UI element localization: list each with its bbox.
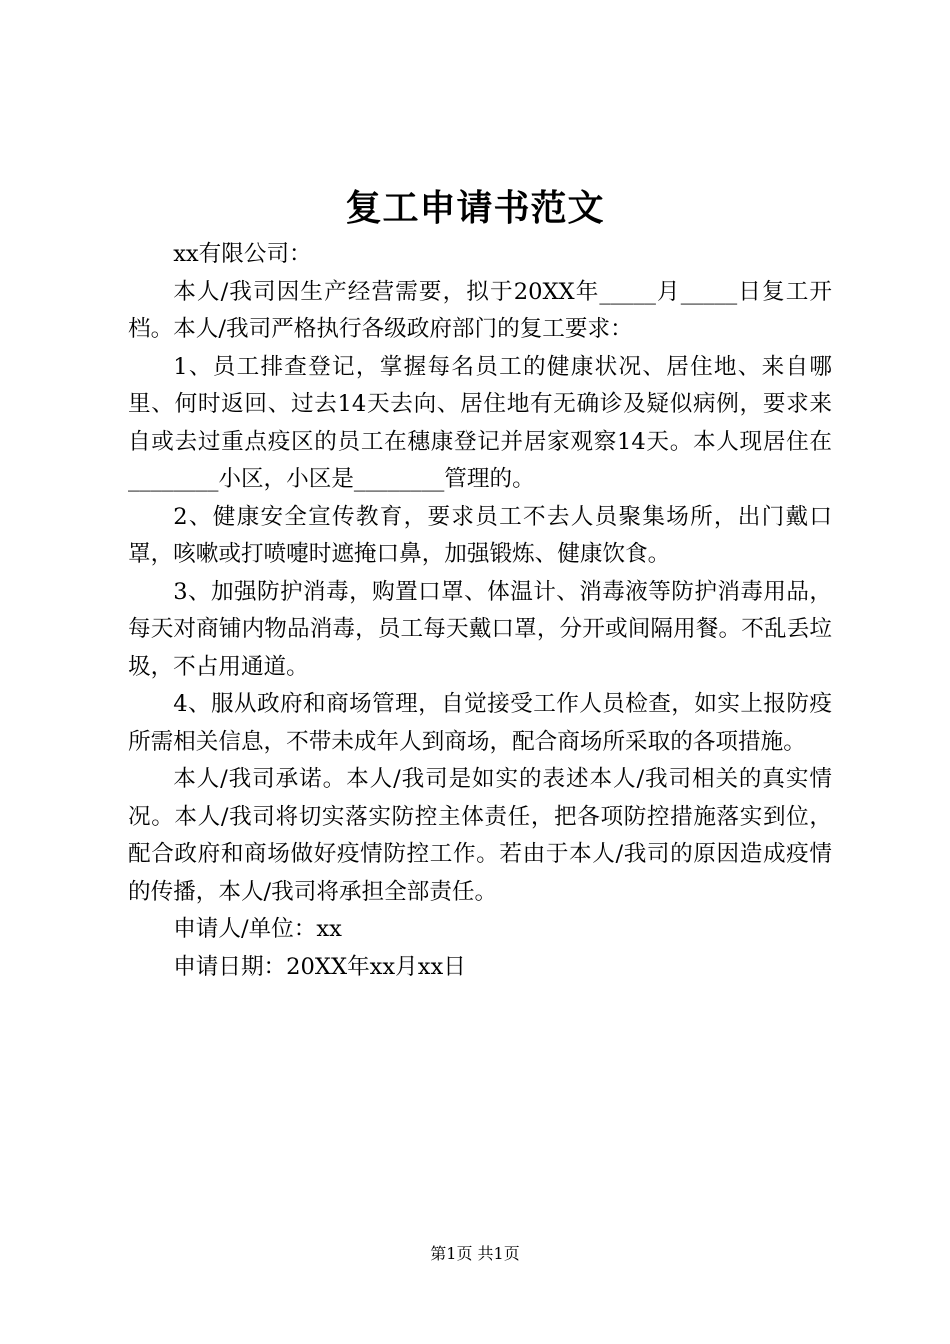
document-body xyxy=(128,236,832,986)
commitment-paragraph: 本人/我司承诺。本人/我司是如实的表述本人/我司相关的真实情况。本人/我司将切实落实防控主体责任，把各项防控措施落实到位，配合政府和商场做好疫情防控工作。若由于本人/我司的原因造成疫情的传播，本人/我司将承担全部责任。 xyxy=(128,766,832,905)
document-title: 复工申请书范文 xyxy=(345,187,605,229)
item-4-paragraph: 4、服从政府和商场管理，自觉接受工作人员检查，如实上报防疫所需相关信息，不带未成年人到商场，配合商场所采取的各项措施。 xyxy=(128,691,832,755)
application-date-line: 申请日期：20XX年xx月xx日 xyxy=(173,953,466,980)
intro-paragraph: 本人/我司因生产经营需要，拟于20XX年_____月_____日复工开档。本人/我司严格执行各级政府部门的复工要求： xyxy=(128,278,832,342)
page-footer: 第1页 共1页 xyxy=(430,1244,520,1263)
addressee-line: xx有限公司： xyxy=(173,241,312,267)
item-1-paragraph: 1、员工排查登记，掌握每名员工的健康状况、居住地、来自哪里、何时返回、过去14天去向、居住地有无确诊及疑似病例，要求来自或去过重点疫区的员工在穗康登记并居家观察14天。本人现居住在________小区，小区是________管理的。 xyxy=(128,353,832,492)
item-2-paragraph: 2、健康安全宣传教育，要求员工不去人员聚集场所，出门戴口罩，咳嗽或打喷嚏时遮掩口鼻，加强锻炼、健康饮食。 xyxy=(128,503,832,567)
applicant-line: 申请人/单位：xx xyxy=(173,916,342,942)
item-3-paragraph: 3、加强防护消毒，购置口罩、体温计、消毒液等防护消毒用品，每天对商铺内物品消毒，员工每天戴口罩，分开或间隔用餐。不乱丢垃圾，不占用通道。 xyxy=(128,578,832,680)
